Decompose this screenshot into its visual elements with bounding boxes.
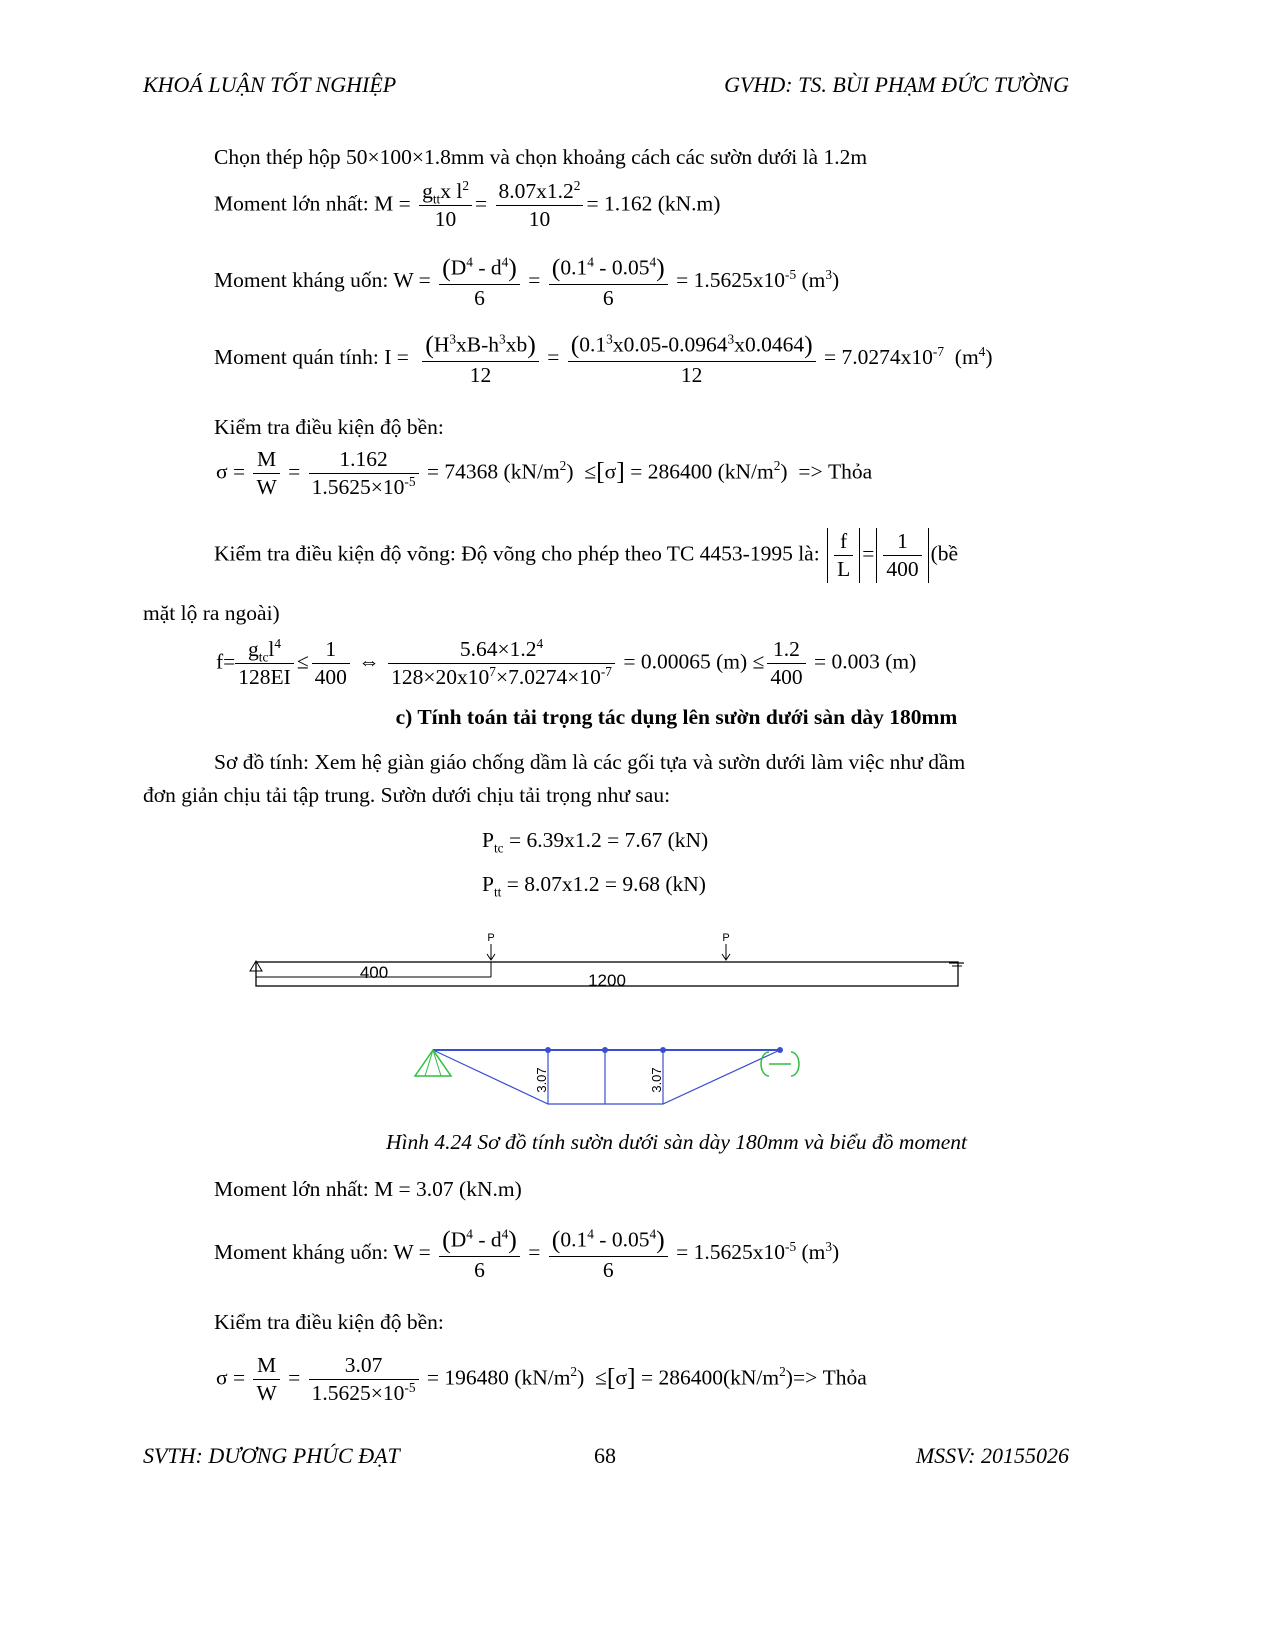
point-load-right xyxy=(722,932,730,960)
dimension-label-400: 400 xyxy=(359,963,389,982)
moment-max-lhs: M = xyxy=(374,191,411,216)
beam-load-diagram xyxy=(240,928,970,998)
dimension-label-1200: 1200 xyxy=(588,971,626,990)
moment-curve xyxy=(433,1050,780,1104)
equation-section-modulus: Moment kháng uốn: W = $\frac{(D^4 - d^4)}{6}$ = $\frac{(0.1^4 - 0.05^4)}{6}$ = $1.5625x10^{-5}$ $(m^3)$ xyxy=(214,253,840,311)
moment-max-label: Moment lớn nhất: xyxy=(214,191,369,216)
scheme-paragraph-line-1: Sơ đồ tính: Xem hệ giàn giáo chống dầm là các gối tựa và sườn dưới làm việc như dầm xyxy=(214,750,966,774)
deflection-continuation: mặt lộ ra ngoài) xyxy=(143,601,280,625)
moment-label-left: 3.07 xyxy=(534,1067,549,1093)
moment-max-2: Moment lớn nhất: M = 3.07 (kN.m) xyxy=(214,1177,522,1201)
fraction-stress-value-2: $\frac{3.07}{1.5625\times 10^{-5}}$ xyxy=(309,1352,419,1407)
equation-stress-1: σ = $\frac{M}{W}$ = $\frac{1.162}{1.5625\times 10^{-5}}$ = 74368 $(kN/m^2) \le[\sigma] = 286400$ $(kN/m^2)$ => Thỏa xyxy=(216,447,873,499)
fraction-w-symbolic: $\frac{(D^4 - d^4)}{6}$ xyxy=(439,1224,520,1284)
moment-diagram xyxy=(405,1038,805,1113)
inertia-label: Moment quán tính: xyxy=(214,345,379,369)
fraction-1-over-400: $\frac{1}{400}$ xyxy=(312,636,350,691)
check-strength-label-1: Kiểm tra điều kiện độ bền: xyxy=(214,415,444,439)
pin-support-icon xyxy=(415,1050,451,1076)
point-load-left xyxy=(487,932,495,960)
load-ptt: $P_{tt} = 8.07x1.2 = 9.68$ (kN) xyxy=(482,872,706,900)
fraction-limit: $\frac{1.2}{400}$ xyxy=(767,636,805,691)
section-modulus-label: Moment kháng uốn: xyxy=(214,268,389,292)
node-dot xyxy=(545,1047,551,1053)
fraction-i-numeric: $\frac{(0.1^3x0.05-0.0964^3x0.0464)}{12}$ xyxy=(568,329,816,389)
fraction-stress-value: $\frac{1.162}{1.5625\times 10^{-5}}$ xyxy=(309,446,419,501)
node-dot xyxy=(602,1047,608,1053)
bracket-1-over-400: $\frac{1}{400}$ xyxy=(876,528,928,583)
fraction-gtt-l2: $\frac{g_{tt}x l^2}{10}$ xyxy=(419,178,472,233)
moment-label-right: 3.07 xyxy=(649,1067,664,1093)
fraction-m-over-w: $\frac{M}{W}$ xyxy=(253,1352,279,1407)
check-deflection-line: Kiểm tra điều kiện độ võng: Độ võng cho phép theo TC 4453-1995 là: $\frac{f}{L}$ = $\frac{1}{400}$ (bề xyxy=(214,529,959,581)
fraction-w-numeric: $\frac{(0.1^4 - 0.05^4)}{6}$ xyxy=(549,1224,668,1284)
load-label-right: P xyxy=(722,932,730,944)
scheme-paragraph-line-2: đơn giản chịu tải tập trung. Sườn dưới chịu tải trọng như sau: xyxy=(143,783,671,807)
load-label-left: P xyxy=(487,932,495,944)
fraction-moment-value: $\frac{8.07x1.2^2}{10}$ xyxy=(496,178,584,233)
equation-stress-2: σ = $\frac{M}{W}$ = $\frac{3.07}{1.5625\times 10^{-5}}$ = 196480 $(kN/m^2) \le[\sigma] = 286400(kN/m^2)=>$ Thỏa xyxy=(216,1353,867,1405)
fraction-m-over-w: $\frac{M}{W}$ xyxy=(253,446,279,501)
fraction-w-numeric: $\frac{(0.1^4 - 0.05^4)}{6}$ xyxy=(549,252,668,312)
equation-section-modulus-2: Moment kháng uốn: W = $\frac{(D^4 - d^4)}{6}$ = $\frac{(0.1^4 - 0.05^4)}{6}$ = $1.5625x10^{-5}$ $(m^3)$ xyxy=(214,1225,840,1283)
fraction-i-symbolic: $\frac{(H^3xB-h^3xb)}{12}$ xyxy=(422,329,539,389)
page-number: 68 xyxy=(594,1443,616,1468)
equation-deflection: f= $\frac{g_{tc}l^4}{128EI}$ ≤ $\frac{1}{400}$ ⇔ $\frac{5.64\times 1.2^4}{128\times 20x10^7\times 7.0274\times 10^{-7}}$ = 0.00065 (m) ≤ $\frac{1.2}{400}$ = 0.003 (m) xyxy=(216,635,917,689)
fraction-w-symbolic: $\frac{(D^4 - d^4)}{6}$ xyxy=(439,252,520,312)
paragraph-choose: Chọn thép hộp 50×100×1.8mm và chọn khoảng cách các sườn dưới là 1.2m xyxy=(214,145,868,169)
figure-caption: Hình 4.24 Sơ đồ tính sườn dưới sàn dày 180mm và biểu đồ moment xyxy=(385,1130,967,1154)
bracket-f-over-l: $\frac{f}{L}$ xyxy=(827,528,860,583)
node-dot xyxy=(777,1047,783,1053)
check-deflection-text: Kiểm tra điều kiện độ võng: Độ võng cho phép theo TC 4453-1995 là: xyxy=(214,541,820,566)
moment-max-result: = 1.162 (kN.m) xyxy=(586,191,721,216)
check-strength-label-2: Kiểm tra điều kiện độ bền: xyxy=(214,1310,444,1334)
section-heading-c: c) Tính toán tải trọng tác dụng lên sườn dưới sàn dày 180mm xyxy=(395,705,958,729)
footer-left: SVTH: DƯƠNG PHÚC ĐẠT xyxy=(143,1443,400,1468)
fraction-deflection-value: $\frac{5.64\times 1.2^4}{128\times 20x10^7\times 7.0274\times 10^{-7}}$ xyxy=(388,636,615,691)
equation-moment-of-inertia: Moment quán tính: I = $\frac{(H^3xB-h^3xb)}{12}$ = $\frac{(0.1^3x0.05-0.0964^3x0.0464)}{12}$ = $7.0274x10^{-7}$ $(m^4)$ xyxy=(214,330,993,388)
header-right: GVHD: TS. BÙI PHẠM ĐỨC TƯỜNG xyxy=(724,72,1069,97)
footer-right: MSSV: 20155026 xyxy=(915,1443,1069,1468)
node-dot xyxy=(660,1047,666,1053)
equation-moment-max: Moment lớn nhất: M = $\frac{g_{tt}x l^2}{10}$ = $\frac{8.07x1.2^2}{10}$ = 1.162 (kN.m) xyxy=(214,177,721,231)
load-ptc: $P_{tc} = 6.39x1.2 = 7.67$ (kN) xyxy=(482,828,709,856)
fraction-deflection-formula: $\frac{g_{tc}l^4}{128EI}$ xyxy=(235,636,294,691)
header-left: KHOÁ LUẬN TỐT NGHIỆP xyxy=(143,72,397,97)
